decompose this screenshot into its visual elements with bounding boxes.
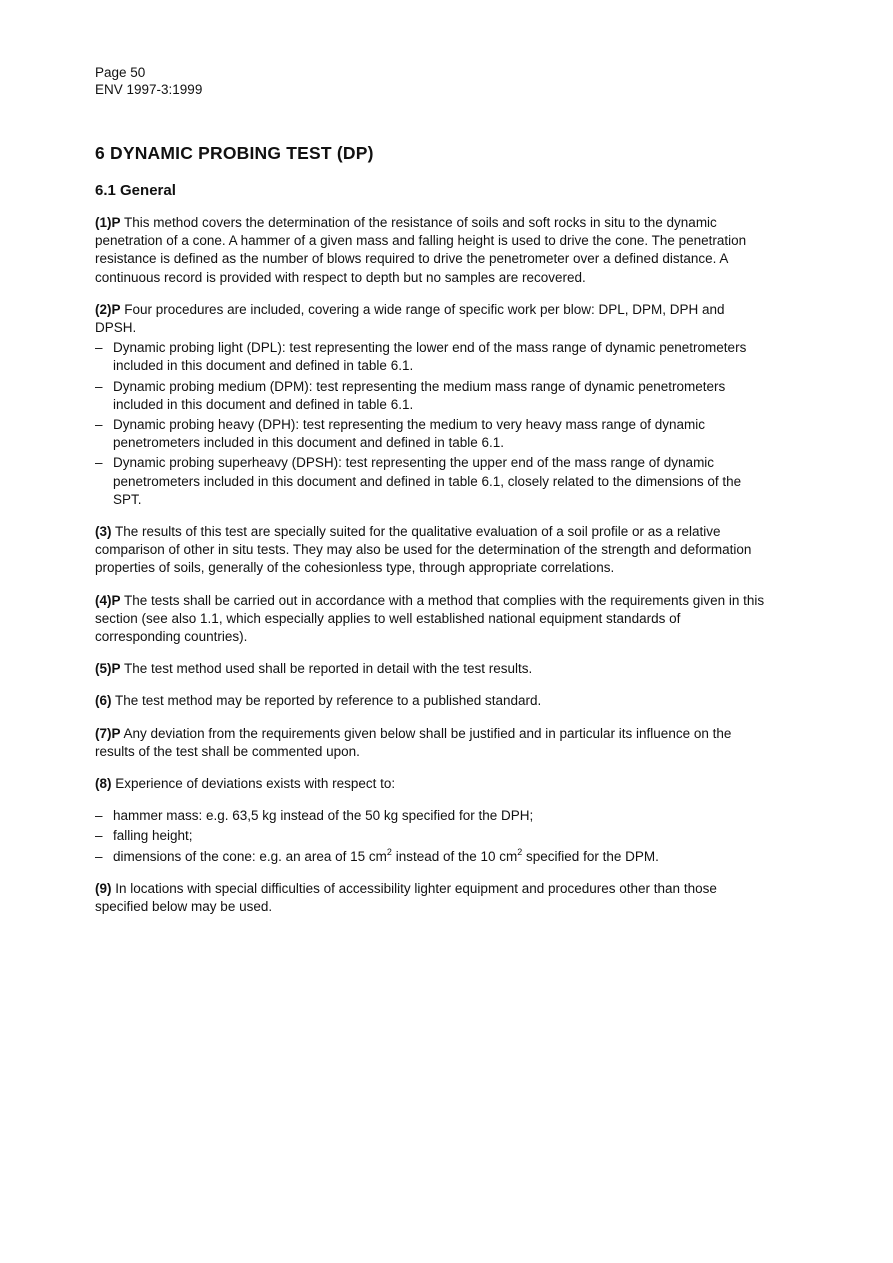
list-item-text: Dynamic probing medium (DPM): test representing the medium mass range of dynamic penetrometers included in this document and defined in table 6.1. xyxy=(113,378,726,412)
paragraph-1 xyxy=(95,214,765,287)
dash-marker: – xyxy=(95,417,103,433)
paragraph-text: This method covers the determination of the resistance of soils and soft rocks in situ to the dynamic penetration of a cone. A hammer of a given mass and falling height is used to drive the cone. The penetration resistance is defined as the number of blows required to drive the penetrometer over a defined distance. A continuous record is provided with respect to depth but no samples are recovered. xyxy=(95,215,747,285)
paragraph-number: (4)P xyxy=(95,592,121,608)
dash-marker: – xyxy=(95,340,103,356)
paragraph-number: (2)P xyxy=(95,301,121,317)
paragraph-text: The tests shall be carried out in accordance with a method that complies with the requirements given in this section (see also 1.1, which especially applies to well established national equipment standards of corresponding countries). xyxy=(95,592,765,645)
standard-reference: ENV 1997-3:1999 xyxy=(95,82,203,97)
paragraph-text: Any deviation from the requirements given below shall be justified and in particular its influence on the results of the test shall be commented upon. xyxy=(95,725,732,759)
deviation-list xyxy=(95,807,765,866)
paragraph-number: (6) xyxy=(95,693,112,709)
list-item xyxy=(95,848,765,866)
paragraph-3 xyxy=(95,523,765,578)
dash-marker: – xyxy=(95,808,103,824)
paragraph-text: The test method used shall be reported in detail with the test results. xyxy=(120,661,533,677)
list-item-text: specified for the DPM. xyxy=(522,848,659,864)
list-item-text: hammer mass: e.g. 63,5 kg instead of the 50 kg specified for the DPH; xyxy=(113,808,534,824)
paragraph-text: In locations with special difficulties of accessibility lighter equipment and procedures other than those specified below may be used. xyxy=(95,880,717,915)
paragraph-text: Experience of deviations exists with respect to: xyxy=(111,776,396,792)
subsection-title: 6.1 General xyxy=(95,182,176,199)
superscript: 2 xyxy=(517,846,523,857)
paragraph-5 xyxy=(95,660,765,678)
list-item xyxy=(95,827,765,845)
list-item xyxy=(95,416,765,452)
dash-marker: – xyxy=(95,828,103,844)
paragraph-8 xyxy=(95,775,765,793)
list-item-text: Dynamic probing heavy (DPH): test representing the medium to very heavy mass range of dynamic penetrometers included in this document and defined in table 6.1. xyxy=(113,417,706,451)
list-item xyxy=(95,378,765,414)
superscript: 2 xyxy=(386,846,392,857)
list-item-text: falling height; xyxy=(113,828,193,844)
dash-marker: – xyxy=(95,848,103,864)
list-item xyxy=(95,454,765,509)
paragraph-number: (8) xyxy=(95,776,112,792)
paragraph-2 xyxy=(95,301,765,337)
paragraph-number: (7)P xyxy=(95,725,121,741)
paragraph-number: (1)P xyxy=(95,215,121,230)
procedure-list xyxy=(95,339,765,509)
list-item xyxy=(95,807,765,825)
paragraph-6 xyxy=(95,692,765,710)
paragraph-text: The results of this test are specially suited for the qualitative evaluation of a soil profile or as a relative comparison of other in situ tests. They may also be used for the determination of the strength and deformation properties of soils, generally of the cohesionless type, through appropriate correlations. xyxy=(95,524,752,576)
paragraph-text: The test method may be reported by reference to a published standard. xyxy=(111,693,542,709)
paragraph-text: Four procedures are included, covering a wide range of specific work per blow: DPL, DPM, DPH and DPSH. xyxy=(95,301,725,336)
list-item xyxy=(95,339,765,375)
paragraph-number: (9) xyxy=(95,880,112,896)
paragraph-4 xyxy=(95,592,765,647)
paragraph-9 xyxy=(95,880,765,916)
list-item-text: instead of the 10 cm xyxy=(391,848,518,864)
list-item-text: Dynamic probing superheavy (DPSH): test representing the upper end of the mass range of dynamic penetrometers included in this document and defined in table 6.1, closely related to the dimensions of the SPT. xyxy=(113,455,742,507)
paragraph-7 xyxy=(95,725,765,761)
list-item-text: Dynamic probing light (DPL): test representing the lower end of the mass range of dynamic penetrometers included in this document and defined in table 6.1. xyxy=(113,340,747,374)
dash-marker: – xyxy=(95,455,103,471)
section-title: 6 DYNAMIC PROBING TEST (DP) xyxy=(95,143,374,163)
document-page xyxy=(95,64,765,916)
dash-marker: – xyxy=(95,378,103,394)
list-item-text: dimensions of the cone: e.g. an area of 15 cm xyxy=(113,848,387,864)
page-number: Page 50 xyxy=(95,65,146,80)
paragraph-number: (3) xyxy=(95,524,112,540)
paragraph-number: (5)P xyxy=(95,661,121,677)
